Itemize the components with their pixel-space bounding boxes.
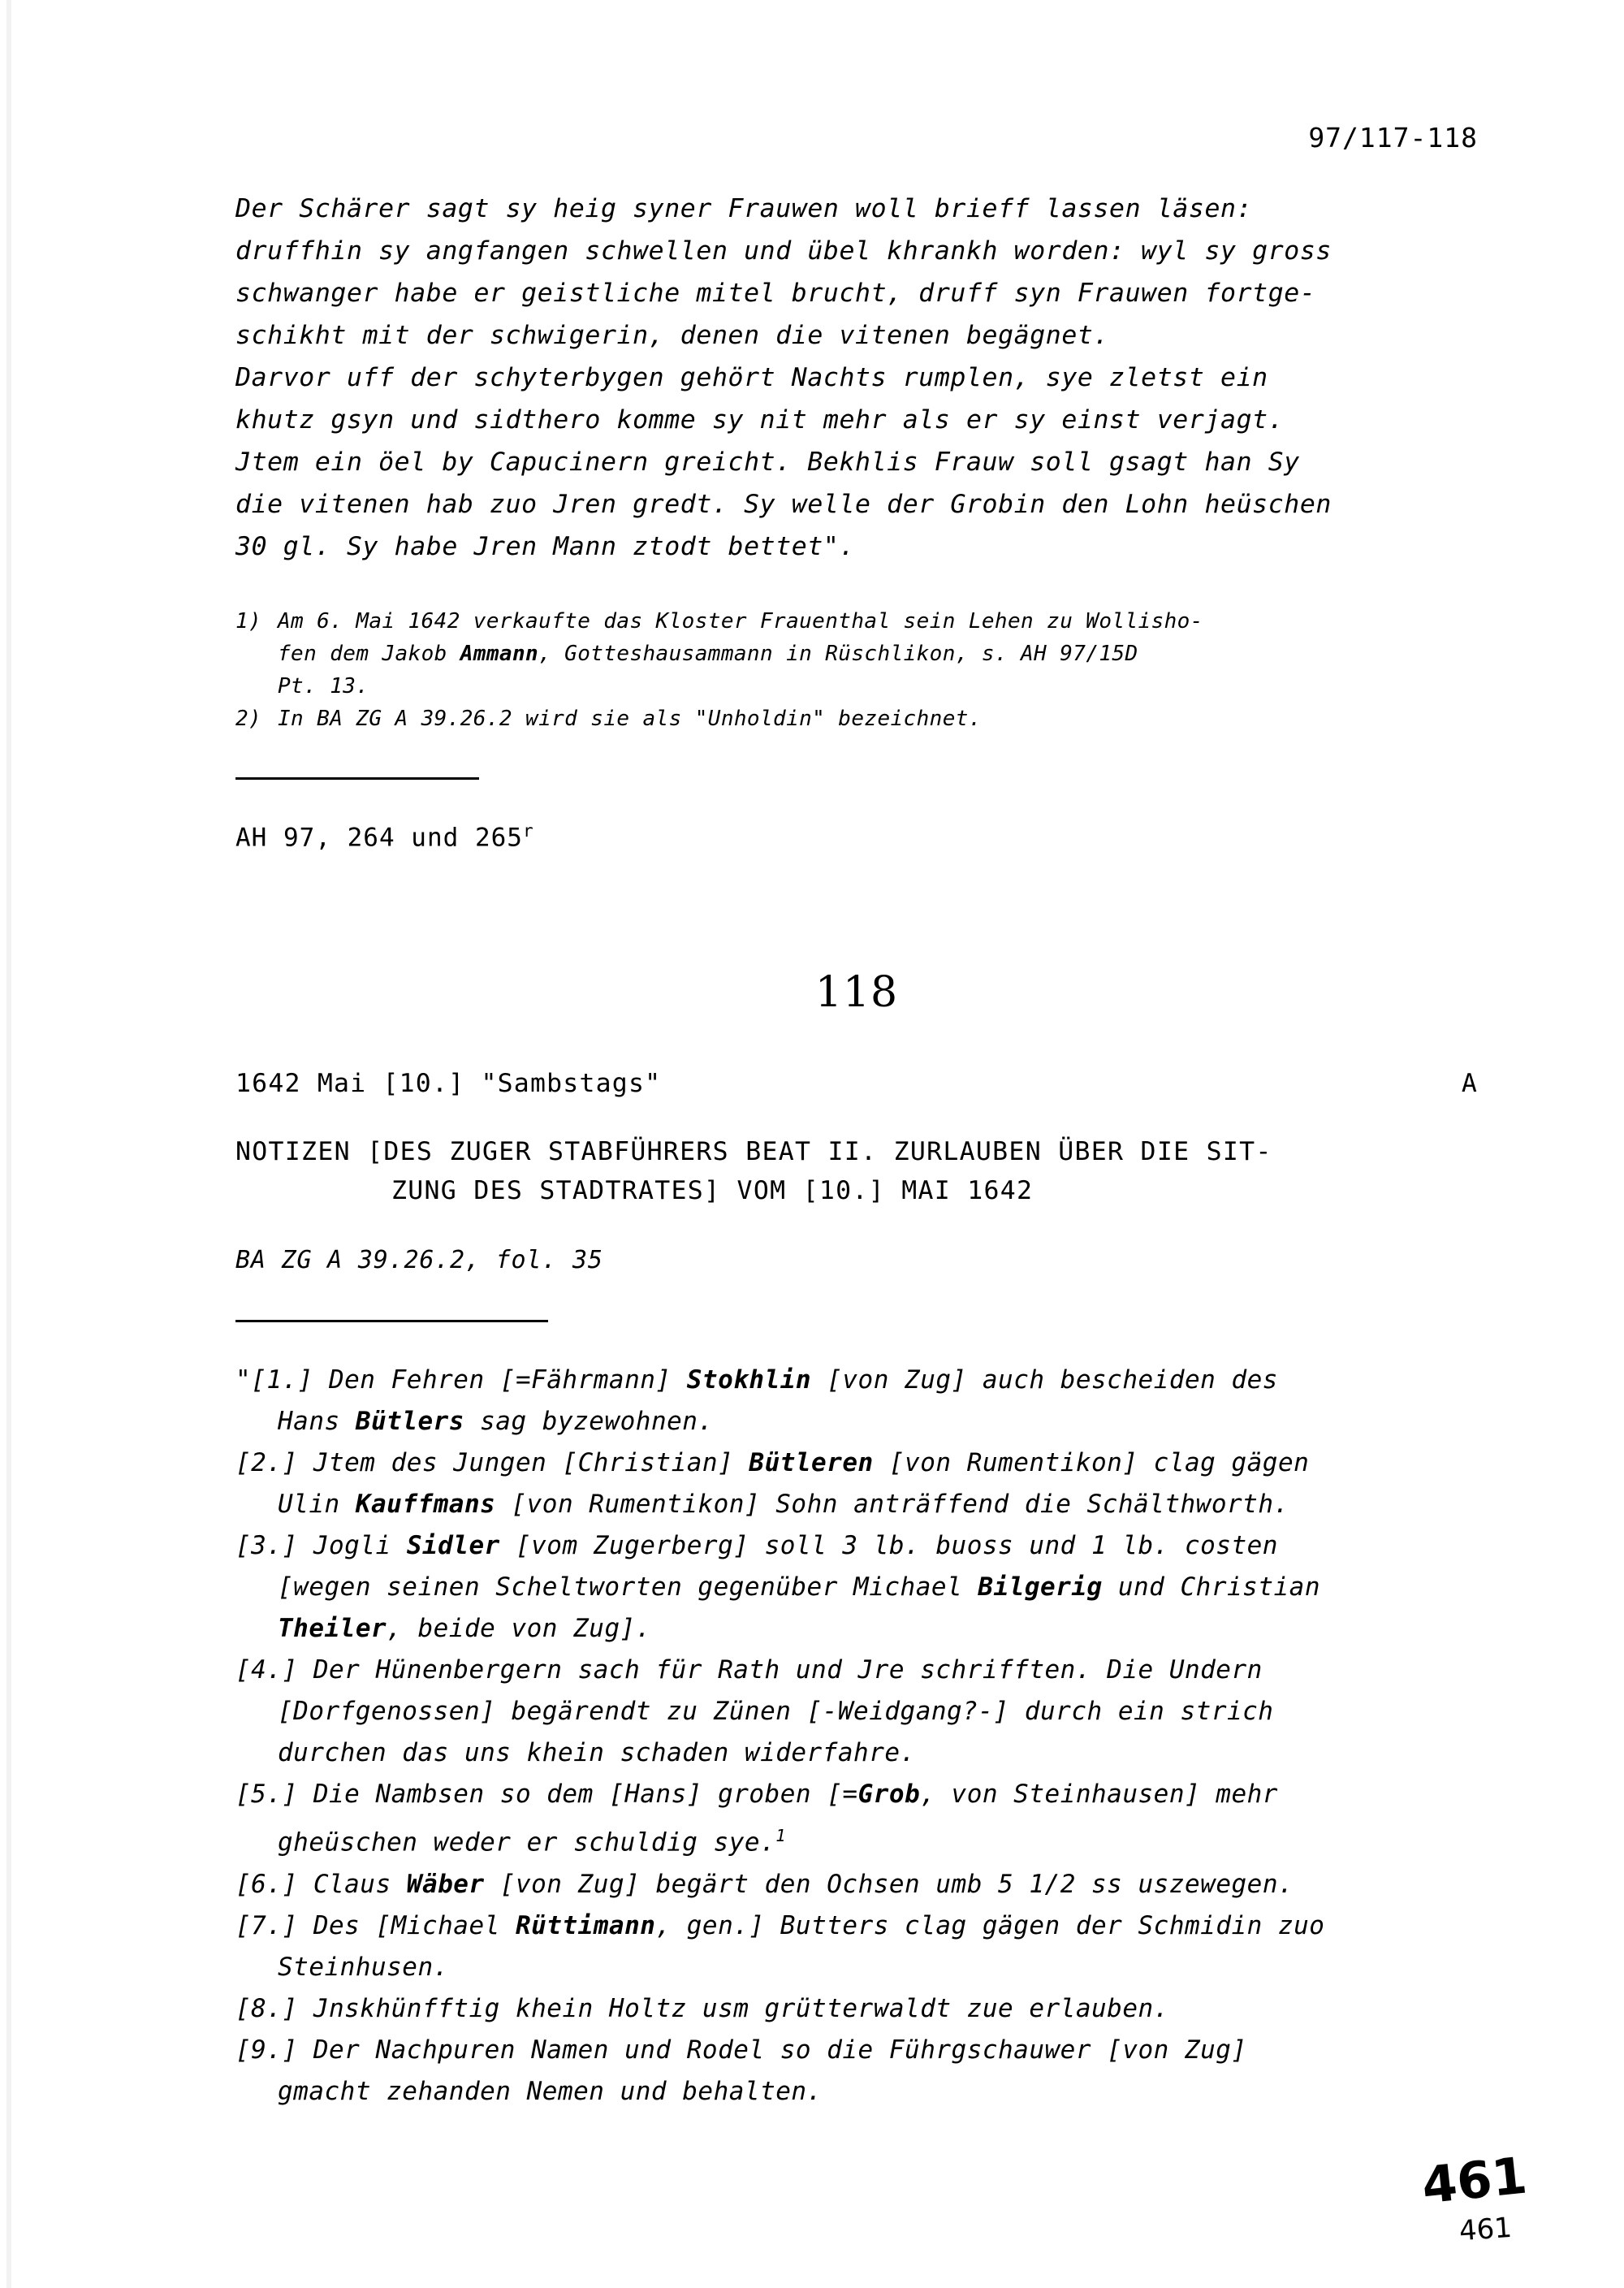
document-title	[235, 1132, 1478, 1210]
footnotes-block	[235, 605, 1478, 735]
person-name: Kauffmans	[355, 1490, 496, 1520]
item-text: [8.] Jnskhünfftig khein Holtz usm grütterwaldt zue erlauben.	[235, 1993, 1169, 2023]
page-content	[235, 122, 1478, 2113]
item-line	[235, 2030, 1478, 2071]
item-line	[235, 1732, 1478, 1774]
document-date-row	[235, 1069, 1478, 1098]
footnote-line	[278, 605, 1478, 638]
item-line	[235, 1567, 1478, 1608]
footnote-line-text: Am 6. Mai 1642 verkaufte das Kloster Frauenthal sein Lehen zu Wollisho-	[278, 609, 1203, 634]
person-name: Bütleren	[749, 1448, 874, 1478]
document-title-line1: NOTIZEN [DES ZUGER STABFÜHRERS BEAT II. ZURLAUBEN ÜBER DIE SIT-	[235, 1137, 1272, 1167]
transcript-line: schwanger habe er geistliche mitel brucht, druff syn Frauwen fortge-	[235, 279, 1316, 308]
item-line	[235, 1525, 1478, 1567]
item-text: [9.] Der Nachpuren Namen und Rodel so die Führgschauwer [von Zug]	[235, 2035, 1247, 2065]
item-text: [von Rumentikon] clag gägen	[873, 1448, 1310, 1478]
footnote-line-text: , Gotteshausammann in Rüschlikon, s. AH 97/15D	[538, 642, 1138, 666]
item-text: Hans	[278, 1407, 356, 1437]
list-item	[235, 1360, 1478, 1442]
person-name: Theiler	[278, 1614, 387, 1644]
item-line	[235, 1608, 1478, 1650]
item-text: [Dorfgenossen] begärendt zu Zünen [-Weidgang?-] durch ein strich	[278, 1697, 1274, 1727]
item-text: gmacht zehanden Nemen und behalten.	[278, 2076, 823, 2106]
transcript-line: 30 gl. Sy habe Jren Mann ztodt bettet".	[235, 532, 856, 561]
list-item	[235, 1525, 1478, 1650]
person-name: Stokhlin	[686, 1365, 812, 1395]
item-text: [wegen seinen Scheltworten gegenüber Michael	[278, 1572, 978, 1602]
item-text: gheüschen weder er schuldig sye.	[278, 1827, 776, 1858]
item-line	[235, 1360, 1478, 1401]
person-name: Rüttimann	[515, 1910, 656, 1940]
item-line	[235, 1650, 1478, 1691]
document-number: 118	[814, 968, 899, 1018]
item-text: [3.] Jogli	[235, 1531, 407, 1561]
footnote-line	[278, 703, 1478, 735]
transcript-block	[235, 188, 1478, 568]
list-item	[235, 2030, 1478, 2113]
item-line	[235, 1774, 1478, 1815]
item-text: , von Steinhausen] mehr	[920, 1780, 1278, 1810]
archive-reference-text: AH 97, 264 und 265	[235, 823, 523, 853]
item-text: [2.] Jtem des Jungen [Christian]	[235, 1448, 749, 1478]
person-name: Bütlers	[355, 1407, 464, 1437]
section-divider	[235, 777, 479, 780]
list-item	[235, 1442, 1478, 1525]
item-line	[235, 1947, 1478, 1988]
item-text: , gen.] Butters clag gägen der Schmidin zuo	[655, 1910, 1325, 1940]
document-date: 1642 Mai [10.] "Sambstags"	[235, 1069, 662, 1099]
item-text: sag byzewohnen.	[464, 1407, 714, 1437]
transcript-line: schikht mit der schwigerin, denen die vitenen begägnet.	[235, 321, 1110, 350]
item-line	[235, 1401, 1478, 1442]
person-name: Ammann	[460, 642, 539, 666]
item-text: [7.] Des [Michael	[235, 1910, 516, 1940]
item-line	[235, 1905, 1478, 1947]
items-divider	[235, 1320, 548, 1322]
list-item	[235, 1774, 1478, 1863]
items-list	[235, 1360, 1478, 2112]
item-text: [4.] Der Hünenbergern sach für Rath und Jre schrifften. Die Undern	[235, 1655, 1263, 1685]
item-text: [von Rumentikon] Sohn anträffend die Schälthworth.	[495, 1490, 1289, 1520]
archive-reference-superscript: r	[522, 820, 534, 841]
document-source: BA ZG A 39.26.2, fol. 35	[235, 1246, 603, 1275]
footnote-line	[278, 638, 1478, 670]
footnote-marker: 2)	[235, 707, 262, 731]
item-line	[235, 1442, 1478, 1484]
item-text: und Christian	[1102, 1572, 1320, 1602]
list-item	[235, 1650, 1478, 1774]
footnote-reference: 1	[775, 1826, 787, 1846]
item-text: [von Zug] auch bescheiden des	[811, 1365, 1278, 1395]
list-item	[235, 1988, 1478, 2030]
item-text: , beide von Zug].	[387, 1614, 651, 1644]
transcript-line: druffhin sy angfangen schwellen und übel khrankh worden: wyl sy gross	[235, 236, 1332, 266]
item-text: [6.] Claus	[235, 1869, 407, 1899]
item-text: durchen das uns khein schaden widerfahre.	[278, 1738, 916, 1768]
footnote-line-text: In BA ZG A 39.26.2 wird sie als "Unholdin" bezeichnet.	[278, 707, 982, 731]
footnote-text	[278, 605, 1478, 703]
document-title-line2: ZUNG DES STADTRATES] VOM [10.] MAI 1642	[391, 1176, 1034, 1206]
footnote-1	[235, 605, 1478, 703]
item-text: Ulin	[278, 1490, 356, 1520]
item-line	[235, 1691, 1478, 1732]
handwritten-page-number-small: 461	[1458, 2211, 1514, 2248]
item-text: [5.] Die Nambsen so dem [Hans] groben [=	[235, 1780, 858, 1810]
item-line	[235, 1484, 1478, 1525]
footnote-line-text: fen dem Jakob	[278, 642, 460, 666]
list-item	[235, 1864, 1478, 1905]
archive-reference	[235, 812, 1478, 856]
person-name: Grob	[857, 1780, 921, 1810]
scan-edge	[6, 0, 11, 2288]
person-name: Bilgerig	[978, 1572, 1103, 1602]
footnote-text	[278, 703, 1478, 735]
page-range-header: 97/117-118	[1308, 122, 1478, 154]
item-text: Steinhusen.	[278, 1952, 449, 1982]
item-line	[235, 2071, 1478, 2113]
footnote-line-text: Pt. 13.	[278, 674, 369, 699]
person-name: Sidler	[406, 1531, 500, 1561]
document-right-marker: A	[1461, 1069, 1478, 1099]
transcript-line: Darvor uff der schyterbygen gehört Nachts rumplen, sye zletst ein	[235, 363, 1268, 392]
list-item	[235, 1905, 1478, 1988]
item-line	[235, 1988, 1478, 2030]
handwritten-page-number: 461	[1419, 2145, 1530, 2216]
item-line	[235, 1864, 1478, 1905]
footnote-2	[235, 703, 1478, 735]
item-text: [von Zug] begärt den Ochsen umb 5 1/2 ss uszewegen.	[484, 1869, 1294, 1899]
transcript-line: Der Schärer sagt sy heig syner Frauwen woll brieff lassen läsen:	[235, 194, 1253, 223]
item-text: [vom Zugerberg] soll 3 lb. buoss und 1 lb. costen	[499, 1531, 1278, 1561]
person-name: Wäber	[406, 1869, 485, 1899]
transcript-line: Jtem ein öel by Capucinern greicht. Bekhlis Frauw soll gsagt han Sy	[235, 448, 1300, 477]
transcript-line: die vitenen hab zuo Jren gredt. Sy welle der Grobin den Lohn heüschen	[235, 490, 1332, 519]
footnote-line	[278, 670, 1478, 703]
transcript-line: khutz gsyn und sidthero komme sy nit mehr als er sy einst verjagt.	[235, 405, 1285, 435]
item-line	[235, 1815, 1478, 1863]
item-text: "[1.] Den Fehren [=Fährmann]	[235, 1365, 687, 1395]
footnote-marker: 1)	[235, 609, 262, 634]
